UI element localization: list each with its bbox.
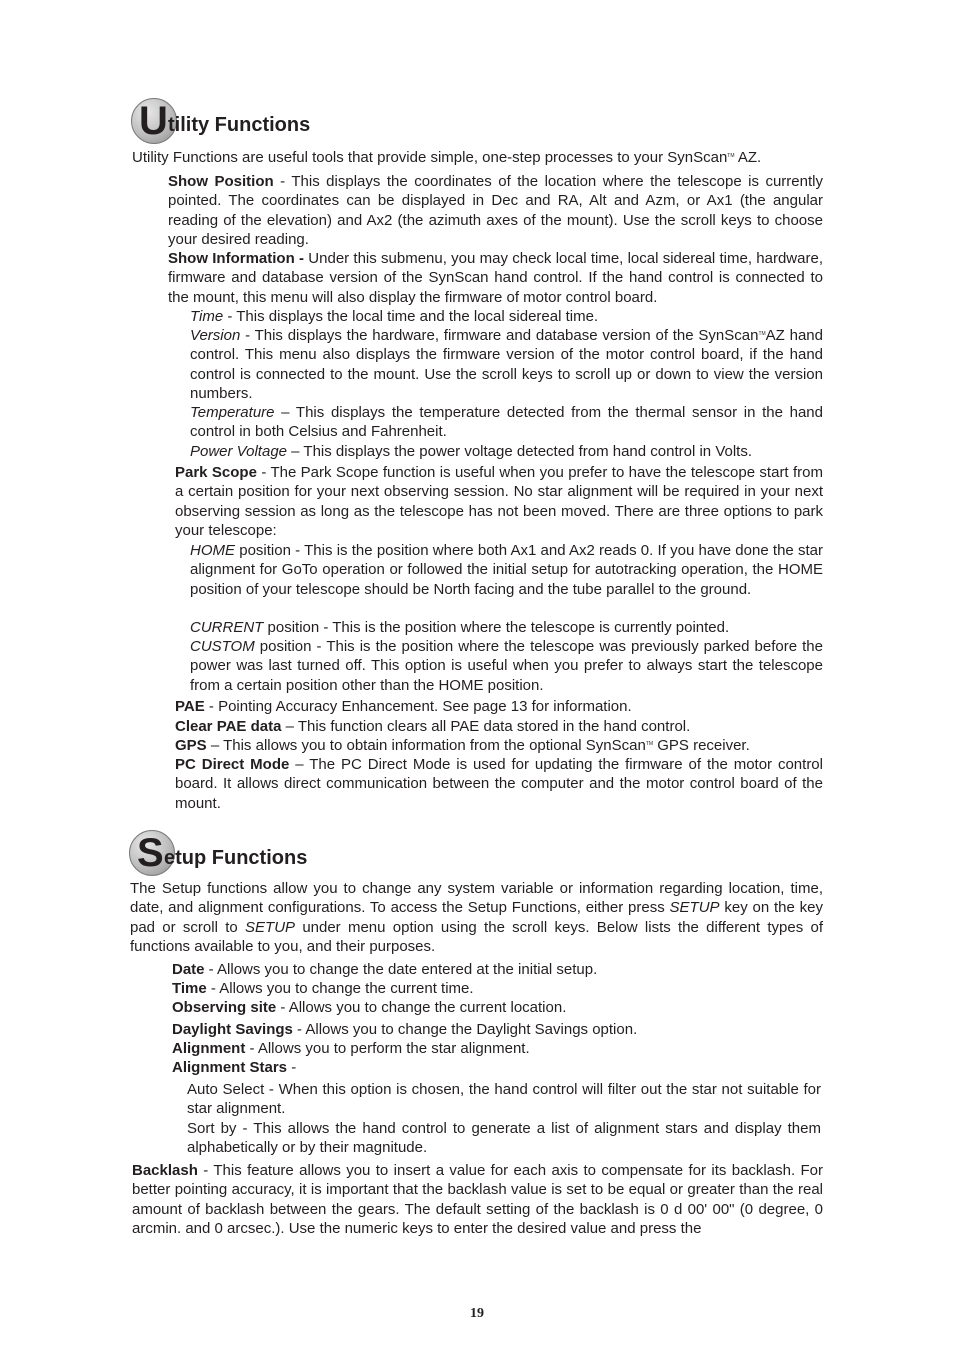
park-scope-paragraph: Park Scope - The Park Scope function is useful when you prefer to have the telescope start from a certain position for your next observing session. No star alignment will be required in your next observing session as long as the telescope has not been moved. There are three options to park your telescope: — [175, 464, 823, 540]
time-line: Time - Allows you to change the current time. — [172, 980, 474, 997]
setup-heading — [129, 830, 449, 876]
time-label: Time — [190, 308, 224, 325]
show-information-paragraph: Show Information - Under this submenu, you may check local time, local sidereal time, hardware, firmware and database version of the SynScan hand control. If the hand control is connected to the mount, this menu will also display the firmware of motor control board. — [168, 250, 823, 306]
clear-pae-paragraph: Clear PAE data – This function clears all PAE data stored in the hand control. — [175, 718, 691, 735]
pae-label: PAE — [175, 698, 205, 715]
page-number: 19 — [470, 1306, 484, 1321]
custom-label: CUSTOM — [190, 638, 255, 655]
observing-site-label: Observing site — [172, 999, 277, 1016]
sort-by-paragraph: Sort by - This allows the hand control to generate a list of alignment stars and display them alphabetically or by their magnitude. — [187, 1120, 821, 1157]
heading-drop-cap-letter: S — [137, 831, 164, 875]
alignment-stars-label: Alignment Stars — [172, 1059, 288, 1076]
heading-drop-cap-letter: U — [139, 99, 168, 143]
clear-pae-label: Clear PAE data — [175, 718, 282, 735]
temperature-label: Temperature — [190, 404, 275, 421]
show-position-label: Show Position — [168, 173, 274, 190]
temperature-paragraph: Temperature – This displays the temperature detected from the thermal sensor in the hand control in both Celsius and Fahrenheit. — [190, 404, 823, 441]
utility-heading — [131, 98, 451, 144]
pc-direct-mode-paragraph: PC Direct Mode – The PC Direct Mode is used for updating the firmware of the motor control board. It allows direct communication between the computer and the motor control board of the mount. — [175, 756, 823, 812]
home-position-paragraph: HOME position - This is the position where both Ax1 and Ax2 reads 0. If you have done the star alignment for GoTo operation or followed the initial setup for autotracking operation, the HOME position of your telescope should be North facing and the tube parallel to the ground. — [190, 542, 823, 598]
park-scope-label: Park Scope — [175, 464, 257, 481]
heading-title: tility Functions — [168, 114, 311, 136]
date-line: Date - Allows you to change the date entered at the initial setup. — [172, 961, 598, 978]
version-paragraph: Version - This displays the hardware, firmware and database version of the SynScan™AZ hand control. This menu also displays the firmware version of the motor control board, if the hand control is connected to the mount. Use the scroll keys to scroll up or down to view the version numbers. — [190, 327, 823, 403]
pae-paragraph: PAE - Pointing Accuracy Enhancement. See page 13 for information. — [175, 698, 632, 715]
time-label: Time — [172, 980, 207, 997]
backlash-paragraph: Backlash - This feature allows you to insert a value for each axis to compensate for its backlash. For better pointing accuracy, it is important that the backlash value is set to be equal or greater than the real amount of backlash between the gears. The default setting of the backlash is 0 d 00' 00" (0 degree, 0 arcmin. and 0 arcsec.). Use the numeric keys to enter the desired value and press the — [132, 1162, 823, 1238]
date-label: Date — [172, 961, 205, 978]
version-label: Version — [190, 327, 241, 344]
current-position-paragraph: CURRENT position - This is the position where the telescope is currently pointed. — [190, 619, 730, 636]
observing-site-line: Observing site - Allows you to change the current location. — [172, 999, 567, 1016]
custom-position-paragraph: CUSTOM position - This is the position where the telescope was previously parked before the power was last turned off. This option is useful when you prefer to always start the telescope from a certain position other than the HOME position. — [190, 638, 823, 694]
daylight-savings-line: Daylight Savings - Allows you to change the Daylight Savings option. — [172, 1021, 638, 1038]
alignment-label: Alignment — [172, 1040, 246, 1057]
gps-label: GPS — [175, 737, 207, 754]
alignment-line: Alignment - Allows you to perform the star alignment. — [172, 1040, 530, 1057]
power-voltage-paragraph: Power Voltage – This displays the power voltage detected from hand control in Volts. — [190, 443, 753, 460]
pc-direct-mode-label: PC Direct Mode — [175, 756, 290, 773]
auto-select-paragraph: Auto Select - When this option is chosen, the hand control will filter out the star not suitable for star alignment. — [187, 1081, 821, 1118]
power-voltage-label: Power Voltage — [190, 443, 288, 460]
home-label: HOME — [190, 542, 235, 559]
current-label: CURRENT — [190, 619, 264, 636]
alignment-stars-line: Alignment Stars - — [172, 1059, 297, 1076]
backlash-label: Backlash — [132, 1162, 198, 1179]
heading-title: etup Functions — [164, 847, 308, 869]
show-information-label: Show Information - — [168, 250, 305, 267]
setup-intro: The Setup functions allow you to change any system variable or information regarding location, time, date, and alignment configurations. To access the Setup Functions, either press SETUP key on the key pad or scroll to SETUP under menu option using the scroll keys. Below lists the different types of functions available to you, and their purposes. — [130, 880, 823, 956]
show-position-paragraph: Show Position - This displays the coordinates of the location where the telescope is currently pointed. The coordinates can be displayed in Dec and RA, Alt and Azm, or Ax1 (the angular reading of the elevation) and Ax2 (the azimuth axes of the mount). Use the scroll keys to choose your desired reading. — [168, 173, 823, 249]
utility-intro: Utility Functions are useful tools that provide simple, one-step processes to your SynScan™ AZ. — [132, 149, 762, 166]
gps-paragraph: GPS – This allows you to obtain information from the optional SynScan™ GPS receiver. — [175, 737, 750, 754]
time-paragraph: Time - This displays the local time and the local sidereal time. — [190, 308, 599, 325]
daylight-savings-label: Daylight Savings — [172, 1021, 293, 1038]
